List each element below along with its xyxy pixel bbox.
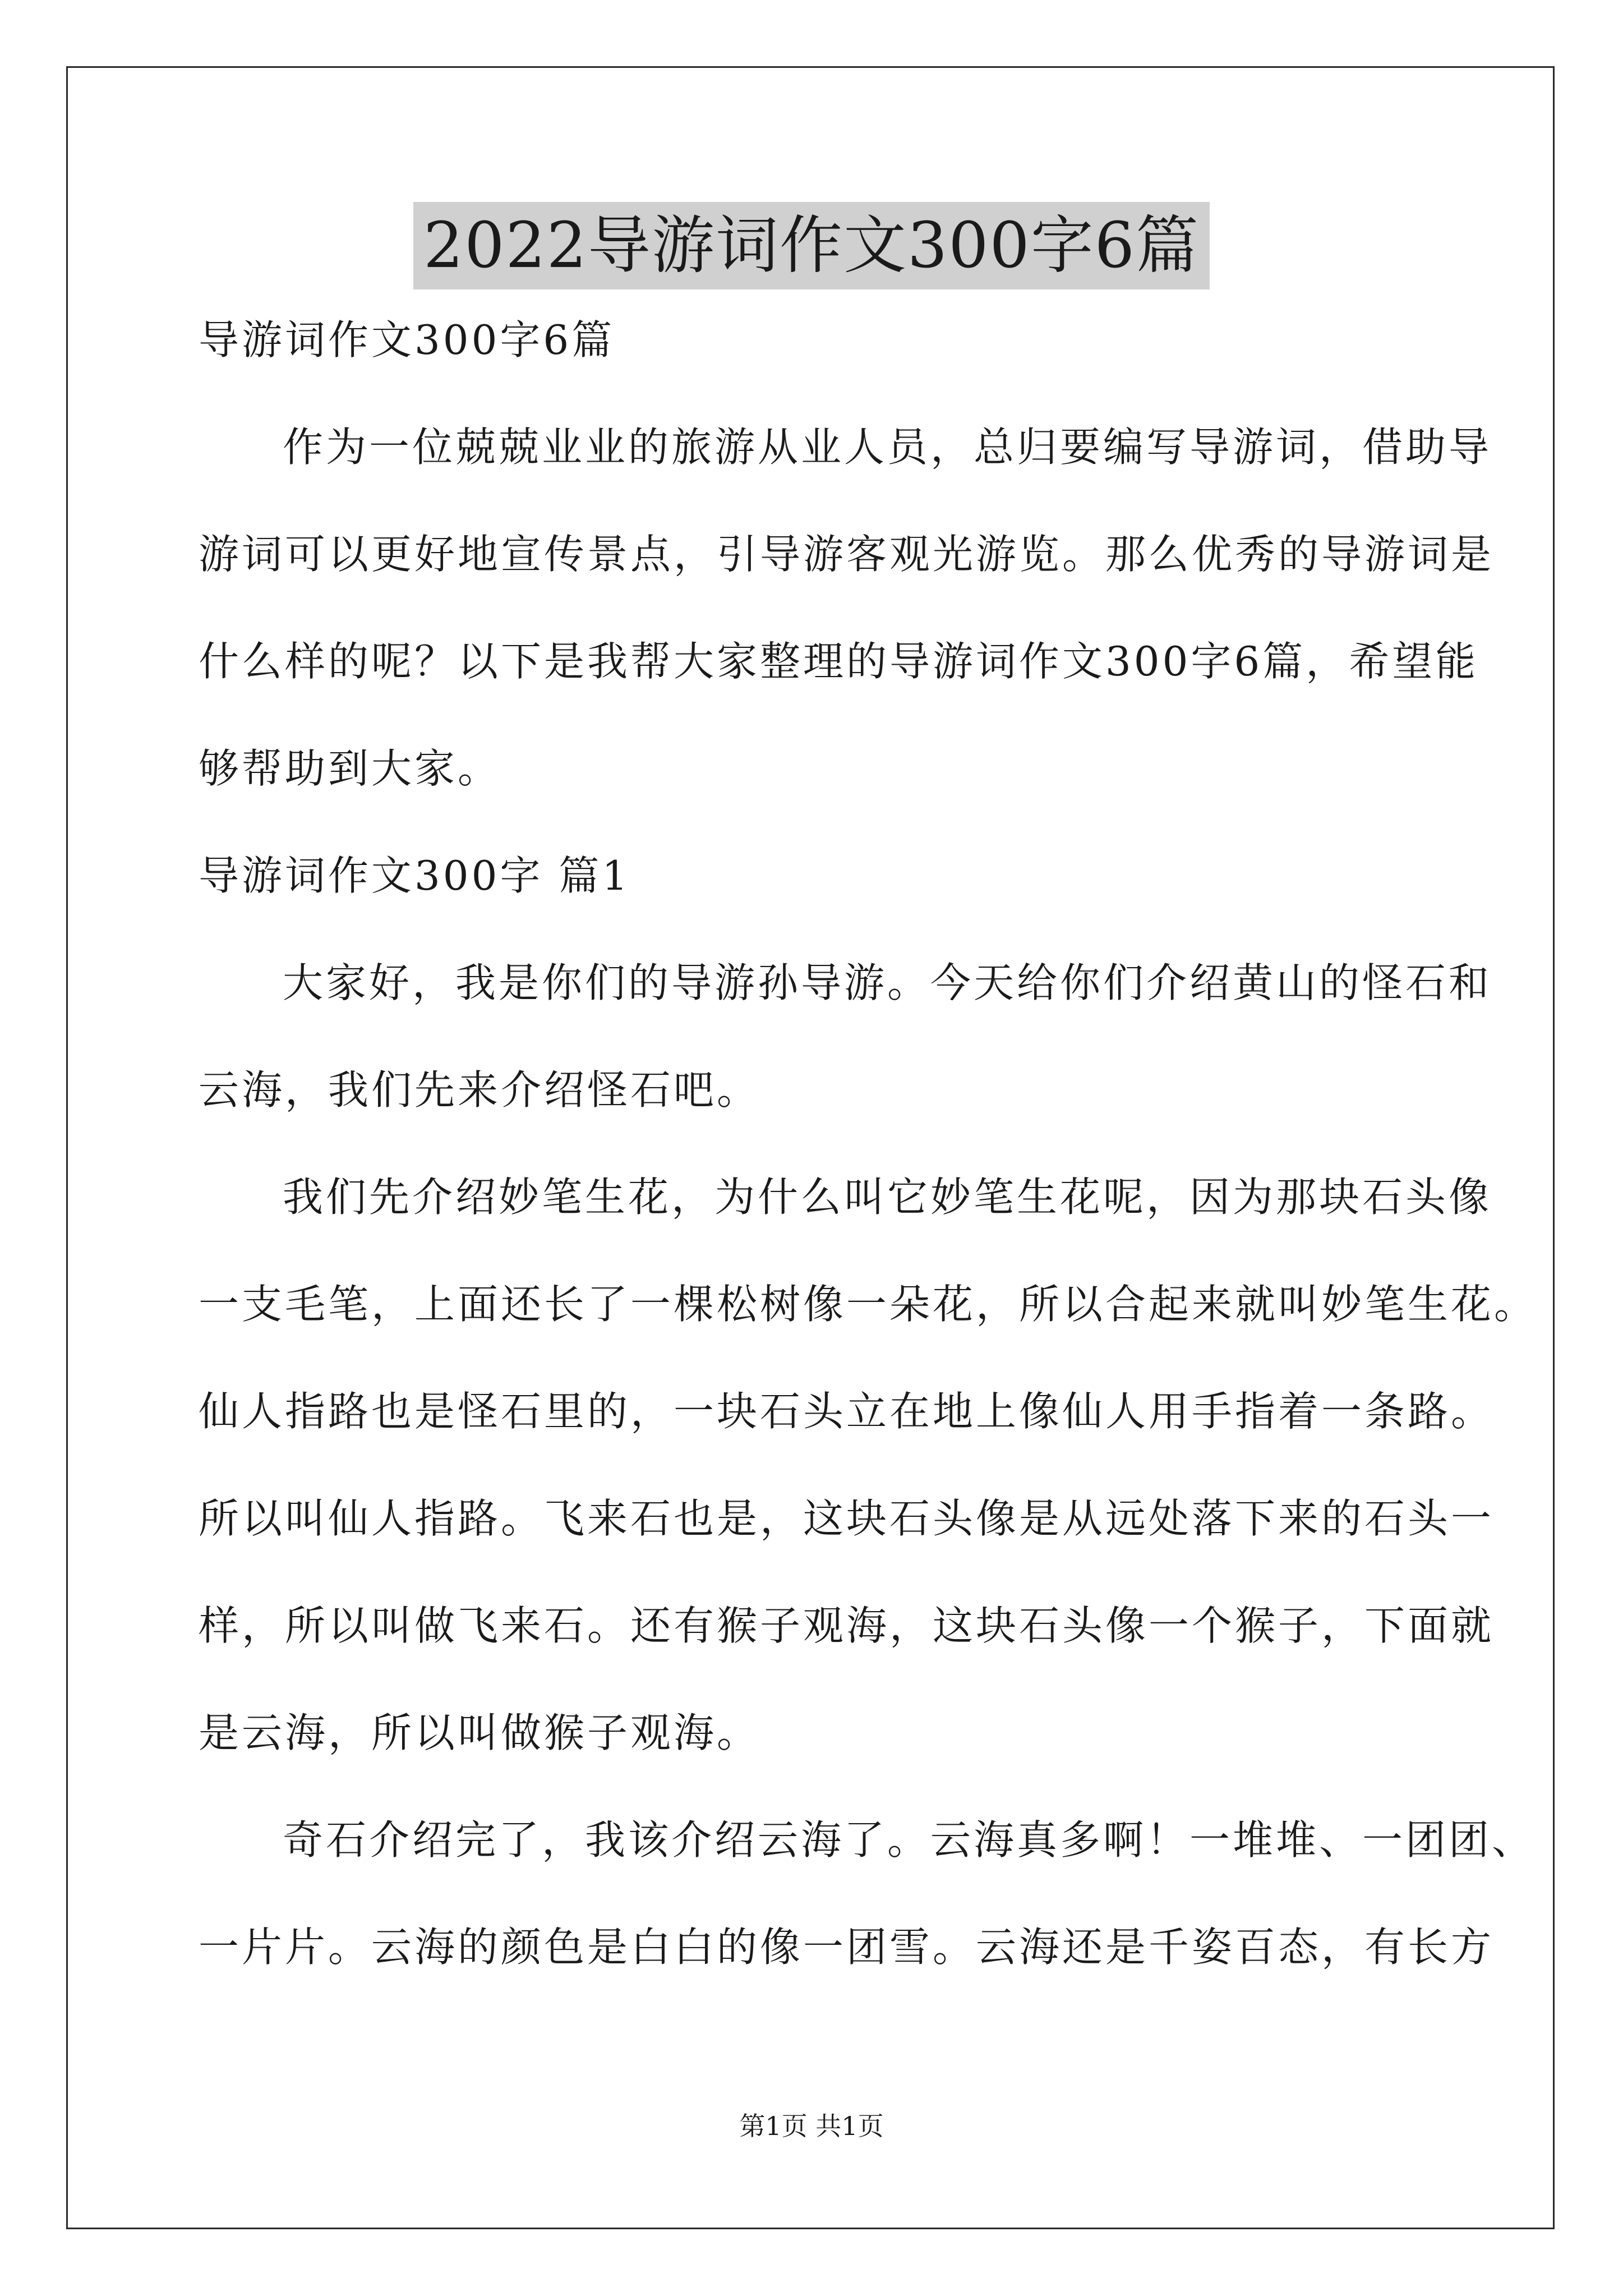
paragraph-line: 样，所以叫做飞来石。还有猴子观海，这块石头像一个猴子，下面就	[199, 1602, 1495, 1649]
paragraph-line: 什么样的呢？以下是我帮大家整理的导游词作文300字6篇，希望能	[199, 638, 1479, 685]
section-heading: 导游词作文300字 篇1	[199, 852, 631, 899]
paragraph-line: 游词可以更好地宣传景点，引导游客观光游览。那么优秀的导游词是	[199, 531, 1495, 578]
document-body	[199, 313, 1538, 2027]
paragraph-line: 我们先介绍妙笔生花，为什么叫它妙笔生花呢，因为那块石头像	[283, 1174, 1492, 1221]
title-container	[0, 202, 1623, 289]
paragraph-line: 作为一位兢兢业业的旅游从业人员，总归要编写导游词，借助导	[283, 424, 1492, 471]
subtitle-line: 导游词作文300字6篇	[199, 316, 615, 364]
paragraph-line: 一片片。云海的颜色是白白的像一团雪。云海还是千姿百态，有长方	[199, 1924, 1495, 1971]
page-footer: 第1页 共1页	[739, 2111, 884, 2141]
paragraph-line: 一支毛笔，上面还长了一棵松树像一朵花，所以合起来就叫妙笔生花。	[199, 1281, 1538, 1328]
paragraph-line: 仙人指路也是怪石里的，一块石头立在地上像仙人用手指着一条路。	[199, 1388, 1495, 1435]
paragraph-line: 所以叫仙人指路。飞来石也是，这块石头像是从远处落下来的石头一	[199, 1495, 1495, 1542]
paragraph-line: 云海，我们先来介绍怪石吧。	[199, 1066, 760, 1114]
paragraph-line: 大家好，我是你们的导游孙导游。今天给你们介绍黄山的怪石和	[283, 959, 1492, 1006]
document-title: 2022导游词作文300字6篇	[413, 202, 1210, 289]
paragraph-line: 够帮助到大家。	[199, 745, 501, 792]
paragraph-line: 是云海，所以叫做猴子观海。	[199, 1709, 760, 1756]
paragraph-line: 奇石介绍完了，我该介绍云海了。云海真多啊！一堆堆、一团团、	[283, 1816, 1536, 1864]
